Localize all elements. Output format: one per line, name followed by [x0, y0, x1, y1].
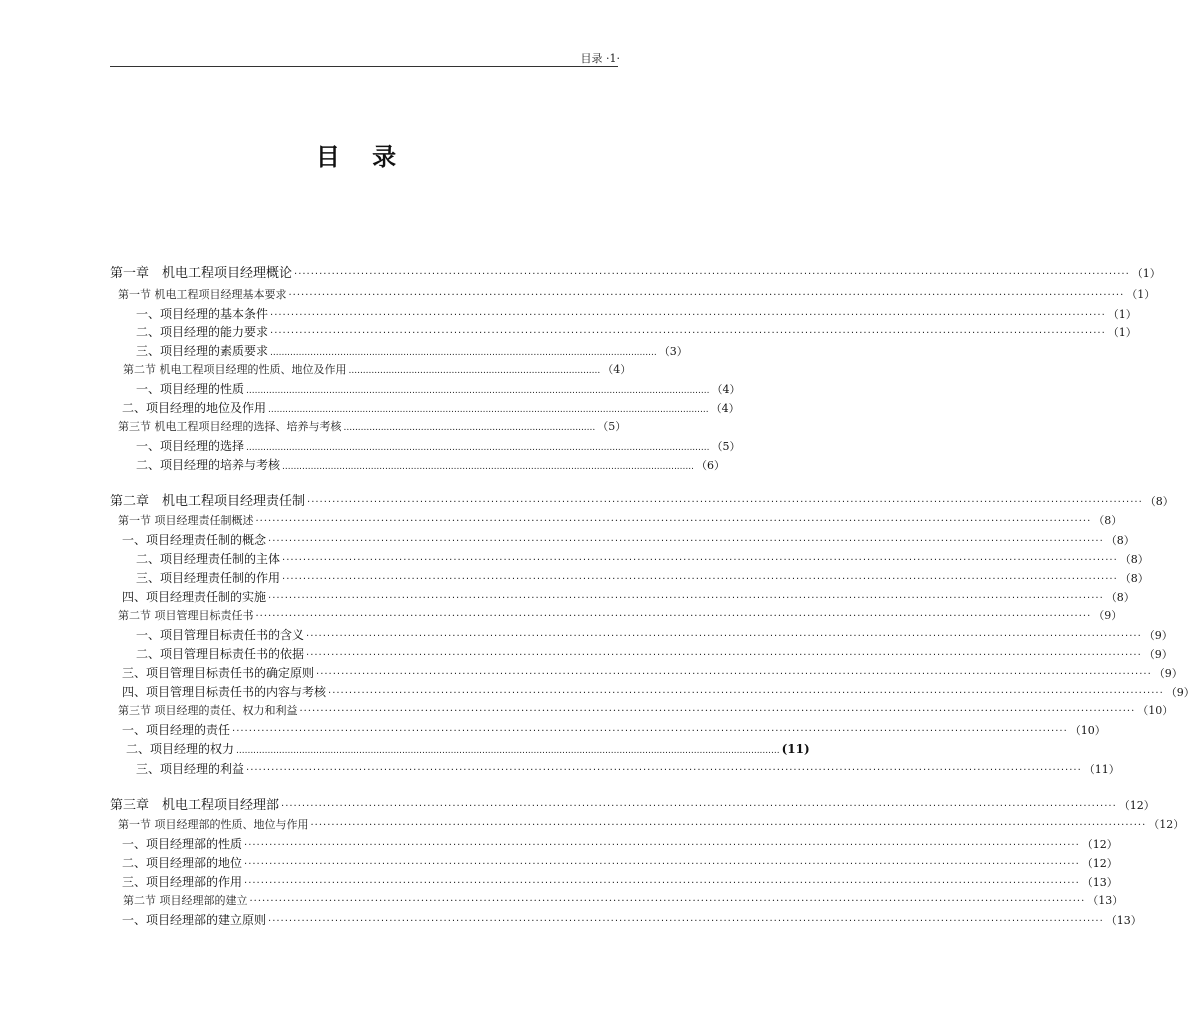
toc-page-number: （13）: [1081, 876, 1118, 889]
running-header: 目录 ·1·: [580, 52, 620, 65]
toc-page-number: （1）: [1131, 267, 1161, 280]
toc-entry-label: 一、项目经理责任制的概念: [122, 533, 267, 547]
toc-page-number: （1）: [1107, 326, 1137, 339]
toc-entry-label: 二、项目经理的权力: [126, 742, 235, 756]
toc-item-entry[interactable]: [136, 305, 1137, 323]
toc-page-number: (11): [781, 742, 810, 756]
toc-entry-label: 第三节 项目经理的责任、权力和利益: [118, 704, 298, 717]
toc-item-entry[interactable]: [136, 645, 1173, 663]
toc-leader-dots: ········································································································································································································: [310, 820, 1147, 831]
toc-leader-dots: ········································································································································································································: [328, 688, 1164, 699]
toc-leader-dots: ········································································································································································································: [268, 593, 1104, 604]
toc-section-entry[interactable]: [118, 816, 1185, 834]
toc-entry-label: 三、项目经理的利益: [136, 762, 245, 776]
toc-page-number: （12）: [1148, 818, 1185, 831]
toc-page-number: （11）: [1083, 763, 1120, 776]
toc-item-entry[interactable]: [122, 854, 1118, 872]
toc-item-entry[interactable]: [136, 437, 741, 455]
toc-page-number: （3）: [658, 345, 688, 358]
toc-entry-label: 二、项目经理的能力要求: [136, 325, 269, 339]
toc-item-entry[interactable]: [122, 664, 1183, 682]
toc-leader-dots: ········································································································································································································: [246, 765, 1082, 776]
toc-entry-label: 第三节 机电工程项目经理的选择、培养与考核: [118, 420, 342, 433]
toc-page-number: （6）: [695, 459, 725, 472]
toc-section-entry[interactable]: [118, 286, 1156, 304]
toc-entry-label: 三、项目经理部的作用: [122, 875, 243, 889]
toc-entry-label: 第一节 项目经理责任制概述: [118, 514, 254, 527]
toc-entry-label: 第一节 机电工程项目经理基本要求: [118, 288, 287, 301]
toc-page-number: （4）: [710, 402, 740, 415]
toc-item-entry[interactable]: [136, 380, 741, 398]
toc-leader-dots: ········································································································································································································: [270, 328, 1106, 339]
toc-leader-dots: ................................................................................................................................................: [282, 462, 694, 472]
toc-leader-dots: ········································································································································································································: [306, 631, 1142, 642]
toc-leader-dots: ..................................................................................................................................................................: [246, 443, 710, 453]
toc-item-entry[interactable]: [122, 835, 1118, 853]
toc-entry-label: 四、项目管理目标责任书的内容与考核: [122, 685, 327, 699]
toc-item-entry[interactable]: [136, 342, 688, 360]
toc-entry-label: 第二章 机电工程项目经理责任制: [110, 494, 306, 509]
toc-page-number: （1）: [1126, 288, 1156, 301]
toc-section-entry[interactable]: [123, 892, 1124, 910]
toc-entry-label: 第一章 机电工程项目经理概论: [110, 266, 293, 281]
toc-entry-label: 一、项目经理的责任: [122, 723, 231, 737]
toc-leader-dots: ········································································································································································································: [232, 726, 1068, 737]
toc-page-number: （5）: [711, 440, 741, 453]
toc-page-number: （4）: [711, 383, 741, 396]
toc-item-entry[interactable]: [122, 531, 1135, 549]
toc-entry-label: 三、项目管理目标责任书的确定原则: [122, 666, 315, 680]
toc-entry-label: 四、项目经理责任制的实施: [122, 590, 267, 604]
toc-page-number: （9）: [1143, 629, 1173, 642]
toc-page-number: （8）: [1119, 572, 1149, 585]
toc-entry-label: 一、项目管理目标责任书的含义: [136, 628, 305, 642]
toc-page-number: （9）: [1153, 667, 1183, 680]
toc-entry-label: 一、项目经理的性质: [136, 382, 245, 396]
toc-item-entry[interactable]: [136, 569, 1149, 587]
toc-item-entry[interactable]: [136, 626, 1173, 644]
toc-entry-label: 二、项目管理目标责任书的依据: [136, 647, 305, 661]
toc-leader-dots: ········································································································································································································: [268, 536, 1104, 547]
toc-leader-dots: ········································································································································································································: [282, 574, 1118, 585]
toc-entry-label: 二、项目经理的培养与考核: [136, 458, 281, 472]
toc-page-number: （8）: [1119, 553, 1149, 566]
toc-section-entry[interactable]: [118, 418, 627, 436]
toc-page-number: （8）: [1105, 591, 1135, 604]
toc-page-number: （8）: [1144, 495, 1174, 508]
toc-entry-label: 一、项目经理的基本条件: [136, 307, 269, 321]
toc-entry-label: 第二节 机电工程项目经理的性质、地位及作用: [123, 363, 347, 376]
toc-chapter-entry[interactable]: [110, 493, 1174, 511]
toc-page-number: （12）: [1081, 838, 1118, 851]
toc-leader-dots: ········································································································································································································: [244, 859, 1080, 870]
toc-leader-dots: ········································································································································································································: [244, 878, 1080, 889]
toc-leader-dots: ········································································································································································································: [281, 801, 1117, 812]
toc-page-number: （12）: [1118, 799, 1155, 812]
toc-entry-label: 第三章 机电工程项目经理部: [110, 798, 280, 813]
toc-section-entry[interactable]: [118, 702, 1174, 720]
toc-item-entry[interactable]: [122, 683, 1195, 701]
toc-page-number: （5）: [597, 420, 627, 433]
toc-leader-dots: ········································································································································································································: [270, 310, 1106, 321]
toc-item-entry[interactable]: [122, 721, 1106, 739]
toc-page-number: （9）: [1093, 609, 1123, 622]
toc-leader-dots: ........................................................................................: [343, 423, 596, 433]
toc-leader-dots: ········································································································································································································: [294, 269, 1130, 280]
toc-leader-dots: ········································································································································································································: [288, 290, 1125, 301]
toc-leader-dots: ..........................................................................................................................................................: [268, 405, 709, 415]
toc-item-entry[interactable]: [122, 873, 1118, 891]
toc-chapter-entry[interactable]: [110, 265, 1161, 283]
toc-item-entry[interactable]: [136, 550, 1149, 568]
toc-section-entry[interactable]: [118, 607, 1123, 625]
toc-page-number: （12）: [1081, 857, 1118, 870]
toc-item-entry[interactable]: [136, 760, 1120, 778]
toc-leader-dots: ········································································································································································································: [306, 650, 1142, 661]
toc-page-number: （13）: [1105, 914, 1142, 927]
toc-item-entry[interactable]: [136, 323, 1137, 341]
toc-entry-label: 第二节 项目管理目标责任书: [118, 609, 254, 622]
toc-item-entry[interactable]: [136, 456, 725, 474]
toc-chapter-entry[interactable]: [110, 797, 1155, 815]
toc-page-number: （4）: [602, 363, 632, 376]
toc-leader-dots: ..............................................................................................................................................................................................: [236, 746, 780, 756]
toc-item-entry[interactable]: [122, 588, 1135, 606]
toc-leader-dots: ········································································································································································································: [299, 706, 1136, 717]
toc-page-number: （9）: [1143, 648, 1173, 661]
toc-entry-label: 二、项目经理的地位及作用: [122, 401, 267, 415]
toc-leader-dots: ········································································································································································································: [249, 896, 1086, 907]
toc-leader-dots: ..............………….......................................................………….........................................: [270, 348, 657, 358]
toc-leader-dots: ..................................................................................................................................................................: [246, 386, 710, 396]
toc-entry-label: 第二节 项目经理部的建立: [123, 894, 248, 907]
toc-item-entry[interactable]: [122, 399, 740, 417]
toc-page-number: （8）: [1105, 534, 1135, 547]
toc-page-number: （8）: [1093, 514, 1123, 527]
toc-page-number: （13）: [1087, 894, 1124, 907]
toc-entry-label: 二、项目经理部的地位: [122, 856, 243, 870]
toc-section-entry[interactable]: [118, 512, 1123, 530]
toc-entry-label: 一、项目经理部的建立原则: [122, 913, 267, 927]
toc-item-entry[interactable]: [122, 911, 1142, 929]
toc-leader-dots: ········································································································································································································: [255, 516, 1092, 527]
toc-leader-dots: ········································································································································································································: [282, 555, 1118, 566]
toc-entry-label: 第一节 项目经理部的性质、地位与作用: [118, 818, 309, 831]
toc-leader-dots: ........................................................................................: [348, 366, 601, 376]
toc-leader-dots: ········································································································································································································: [268, 916, 1104, 927]
toc-leader-dots: ········································································································································································································: [255, 611, 1092, 622]
page-title: 目 录: [315, 143, 409, 171]
toc-page-number: （1）: [1107, 308, 1137, 321]
toc-entry-label: 一、项目经理的选择: [136, 439, 245, 453]
toc-page-number: （10）: [1137, 704, 1174, 717]
toc-section-entry[interactable]: [123, 361, 632, 379]
toc-item-entry[interactable]: [126, 740, 810, 758]
toc-entry-label: 三、项目经理的素质要求: [136, 344, 269, 358]
toc-page-number: （10）: [1069, 724, 1106, 737]
toc-leader-dots: ········································································································································································································: [307, 497, 1143, 508]
toc-entry-label: 二、项目经理责任制的主体: [136, 552, 281, 566]
toc-leader-dots: ········································································································································································································: [316, 669, 1152, 680]
toc-entry-label: 三、项目经理责任制的作用: [136, 571, 281, 585]
toc-leader-dots: ········································································································································································································: [244, 840, 1080, 851]
toc-page-number: （9）: [1165, 686, 1195, 699]
toc-entry-label: 一、项目经理部的性质: [122, 837, 243, 851]
